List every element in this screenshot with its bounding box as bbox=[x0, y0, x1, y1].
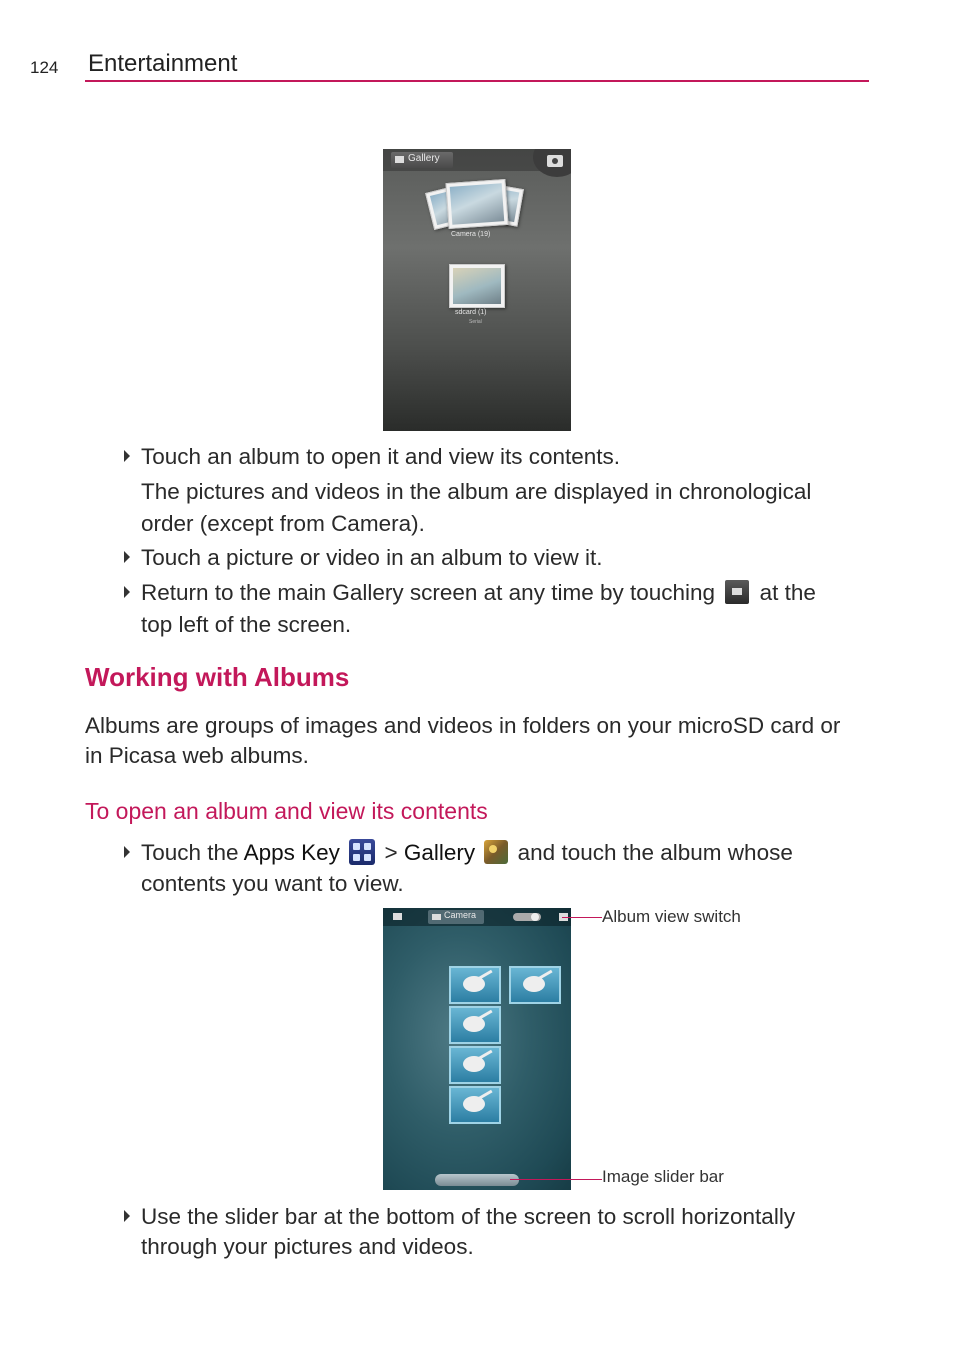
paragraph-line: top left of the screen. bbox=[141, 612, 352, 637]
step-text bbox=[141, 837, 793, 869]
album-thumbnail bbox=[509, 966, 561, 1004]
subheading: To open an album and view its contents bbox=[85, 798, 488, 824]
bullet-text-post: at the bbox=[759, 580, 816, 605]
callout-line-slider bbox=[510, 1179, 602, 1180]
gallery-tab-icon bbox=[395, 156, 404, 163]
album-caption-camera: Camera (19) bbox=[451, 231, 491, 238]
bullet-marker bbox=[124, 586, 130, 598]
bullet-text: Touch an album to open it and view its contents. bbox=[141, 444, 621, 469]
back-gallery-icon bbox=[725, 580, 749, 604]
callout-line-switch bbox=[562, 917, 602, 918]
section-heading: Working with Albums bbox=[85, 662, 350, 692]
step-post: and touch the album whose bbox=[517, 840, 793, 865]
album-thumbnail bbox=[449, 1086, 501, 1124]
bullet-marker bbox=[124, 846, 130, 858]
album-tab bbox=[428, 910, 484, 924]
step-line: contents you want to view. bbox=[141, 871, 404, 896]
bullet-text bbox=[141, 577, 816, 609]
album-thumbnail bbox=[449, 1006, 501, 1044]
apps-key-icon bbox=[349, 839, 375, 865]
bullet-text: through your pictures and videos. bbox=[141, 1234, 474, 1259]
album-sub-sdcard: Serial bbox=[469, 319, 482, 325]
album-tab-label: Camera bbox=[444, 910, 477, 920]
bullet-marker bbox=[124, 551, 130, 563]
album-caption-sdcard: sdcard (1) bbox=[455, 309, 487, 316]
paragraph-line: order (except from Camera). bbox=[141, 511, 425, 536]
bullet-text-pre: Return to the main Gallery screen at any time by touching bbox=[141, 580, 716, 605]
camera-lens bbox=[552, 158, 558, 164]
camera-tab-icon bbox=[432, 914, 441, 920]
back-gallery-icon bbox=[393, 913, 402, 920]
paragraph-line: The pictures and videos in the album are displayed in chronological bbox=[141, 479, 812, 504]
bullet-text: Touch a picture or video in an album to view it. bbox=[141, 545, 603, 570]
step-pre: Touch the bbox=[141, 840, 239, 865]
image-slider-bar bbox=[435, 1174, 519, 1186]
gallery-screenshot bbox=[383, 149, 571, 431]
bullet-marker bbox=[124, 1210, 130, 1222]
album-thumbnail bbox=[449, 1046, 501, 1084]
album-thumbnail bbox=[449, 966, 501, 1004]
section-title: Entertainment bbox=[88, 50, 238, 77]
apps-key-label: Apps Key bbox=[243, 840, 340, 865]
page-number: 124 bbox=[30, 58, 59, 77]
album-view-switch bbox=[513, 913, 541, 921]
gallery-tab-label: Gallery bbox=[408, 153, 440, 164]
step-separator: > bbox=[384, 840, 398, 865]
album-cover-sdcard bbox=[449, 264, 505, 308]
callout-image-slider-bar: Image slider bar bbox=[602, 1167, 724, 1186]
intro-line: Albums are groups of images and videos in folders on your microSD card or bbox=[85, 713, 841, 738]
header-rule bbox=[85, 80, 869, 82]
album-screenshot bbox=[383, 908, 571, 1190]
callout-album-view-switch: Album view switch bbox=[602, 907, 741, 926]
gallery-tab bbox=[391, 152, 453, 168]
bullet-text: Use the slider bar at the bottom of the screen to scroll horizontally bbox=[141, 1204, 796, 1229]
intro-line: in Picasa web albums. bbox=[85, 743, 309, 768]
gallery-label: Gallery bbox=[403, 840, 476, 865]
gallery-icon bbox=[484, 840, 508, 864]
album-cover-camera bbox=[445, 179, 508, 229]
bullet-marker bbox=[124, 450, 130, 462]
